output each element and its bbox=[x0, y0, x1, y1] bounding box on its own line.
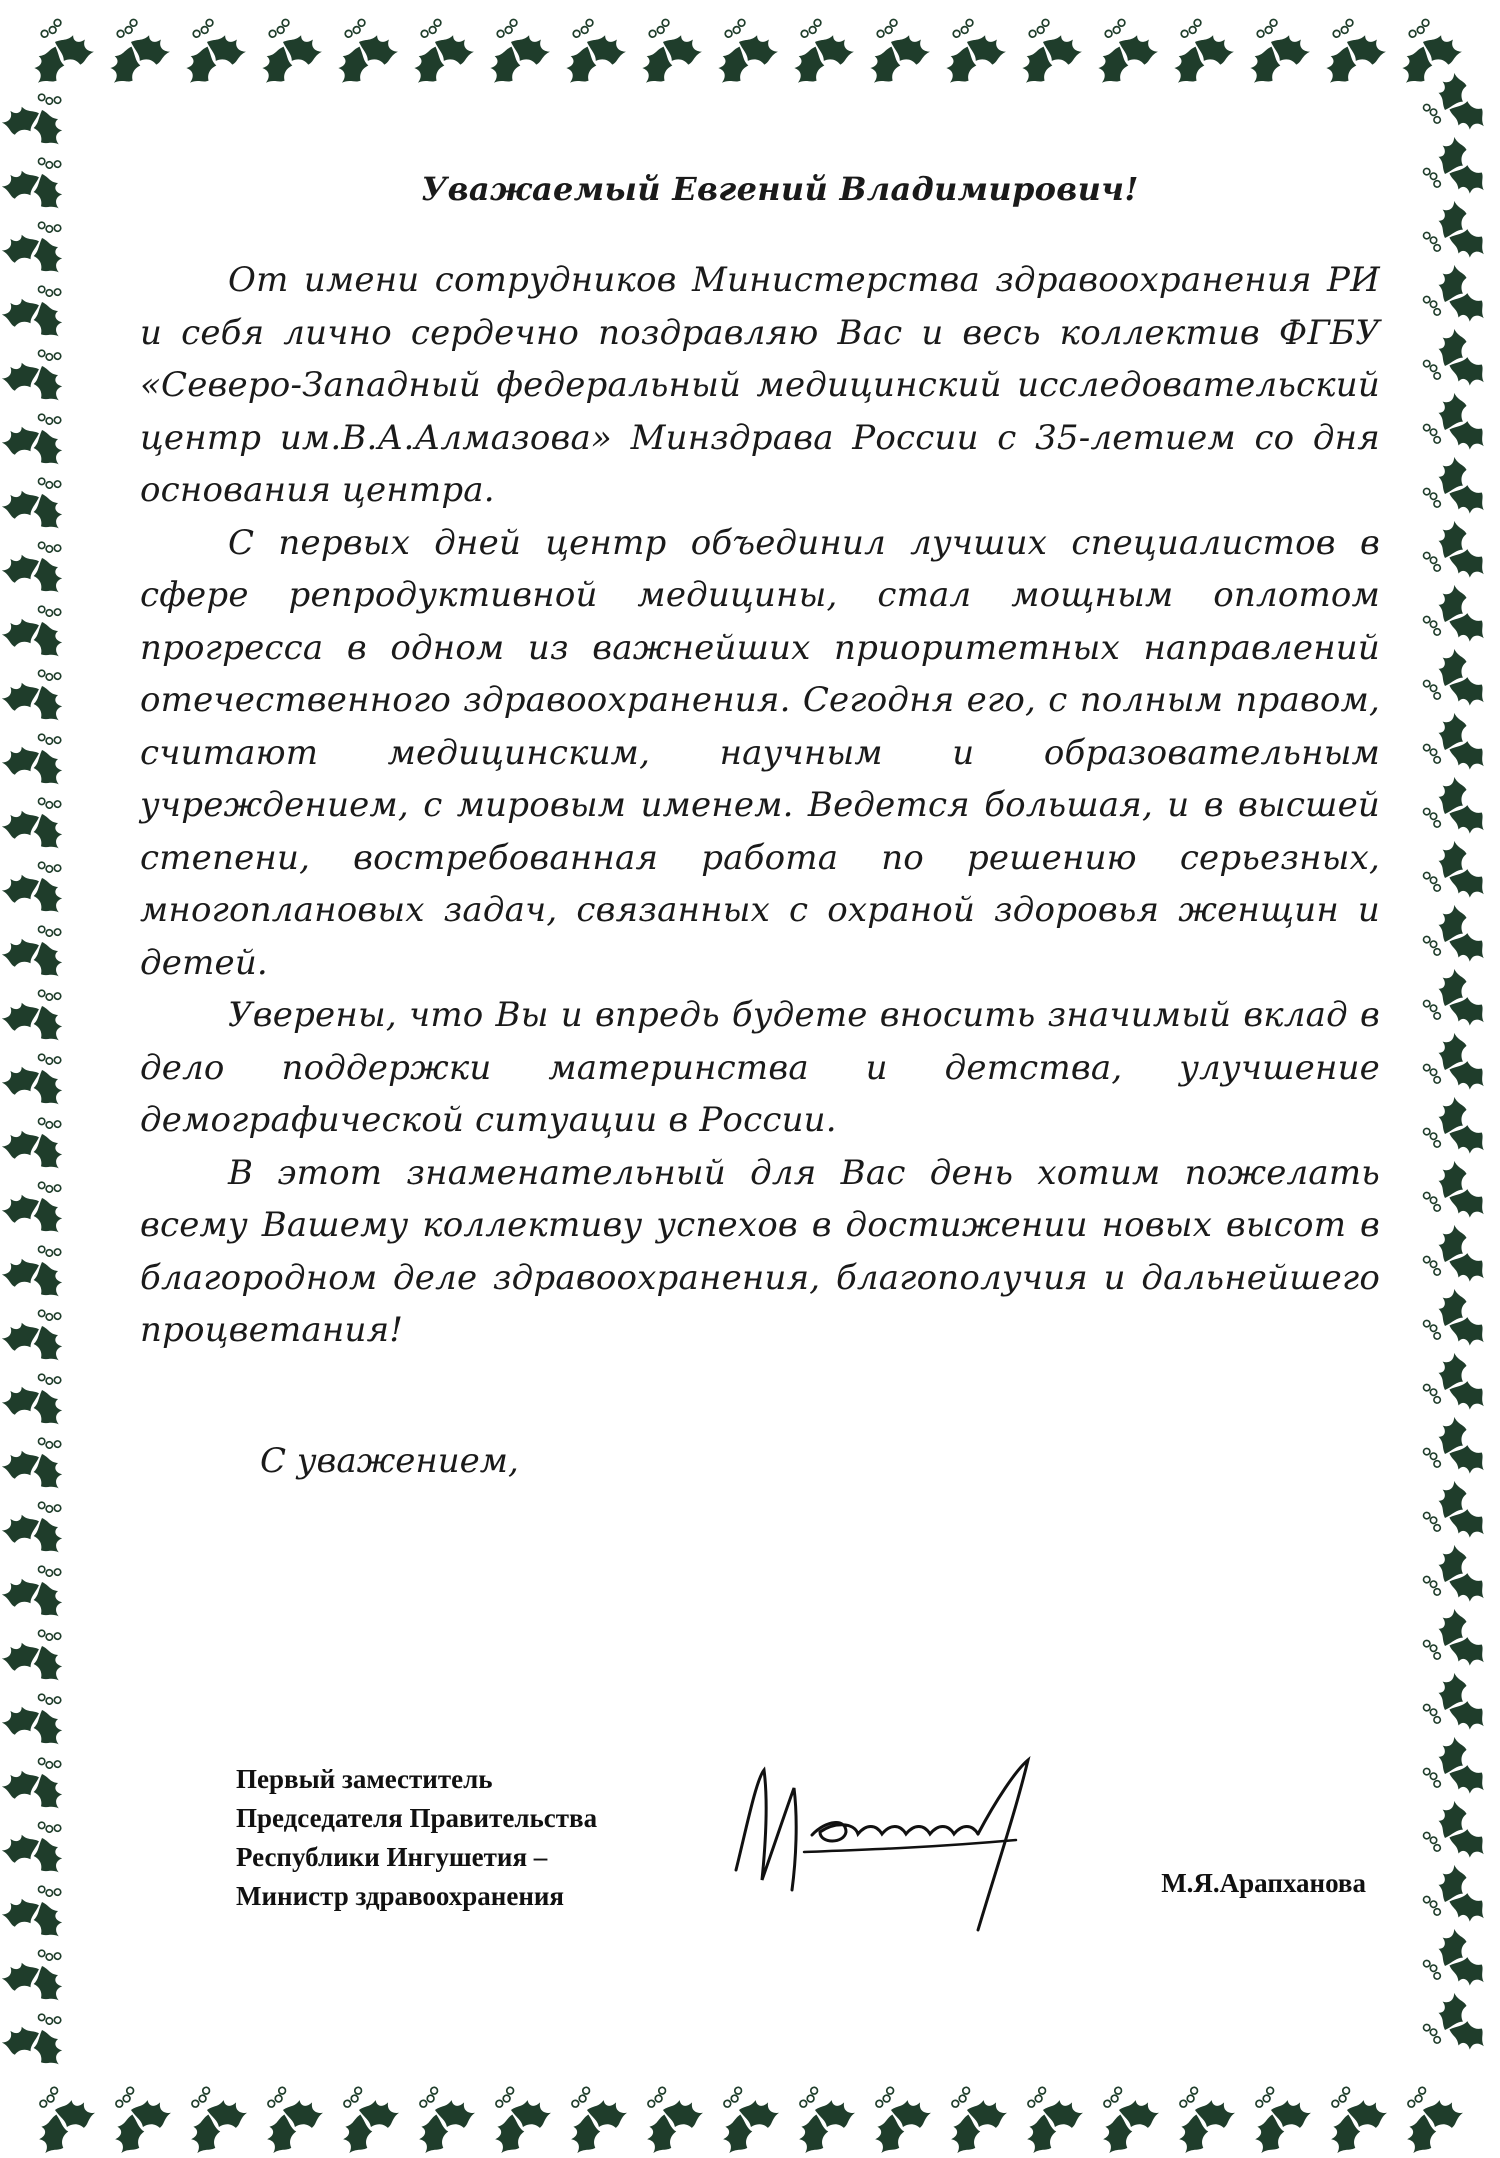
holly-sprig-icon bbox=[405, 16, 480, 97]
holly-sprig-icon bbox=[0, 1496, 75, 1568]
holly-sprig-icon bbox=[253, 16, 328, 97]
holly-sprig-icon bbox=[1013, 16, 1088, 97]
holly-sprig-icon bbox=[716, 2085, 783, 2158]
holly-sprig-icon bbox=[1420, 131, 1498, 203]
holly-sprig-icon bbox=[488, 2085, 555, 2158]
holly-sprig-icon bbox=[0, 2008, 75, 2080]
holly-sprig-icon bbox=[0, 1624, 75, 1696]
holly-sprig-icon bbox=[1420, 1219, 1498, 1291]
holly-sprig-icon bbox=[1324, 2085, 1391, 2158]
holly-sprig-icon bbox=[0, 984, 75, 1056]
signatory-name: М.Я.Арапханова bbox=[1161, 1868, 1366, 1898]
signatory-title-line: Первый заместитель bbox=[236, 1764, 493, 1794]
holly-sprig-icon bbox=[0, 344, 75, 416]
holly-sprig-icon bbox=[1172, 2085, 1239, 2158]
holly-sprig-icon bbox=[0, 1048, 75, 1120]
holly-sprig-icon bbox=[1420, 1667, 1498, 1739]
holly-sprig-icon bbox=[1096, 2085, 1163, 2158]
signatory-title-line: Председателя Правительства bbox=[236, 1803, 598, 1833]
holly-border-bottom bbox=[32, 2085, 1467, 2158]
paragraph-congratulations: От имени сотрудников Министерства здравоохранения РИ и себя лично сердечно поздравляю Вас и весь коллектив ФГБУ «Северо-Западный федеральный медицинский исследовательский центр им.В.А.Алмазова» Минздрава России с 35-летием со дня основания центра. bbox=[140, 260, 1380, 510]
holly-sprig-icon bbox=[564, 2085, 631, 2158]
holly-sprig-icon bbox=[1420, 1731, 1498, 1803]
holly-sprig-icon bbox=[557, 16, 632, 97]
holly-border-right bbox=[1420, 67, 1498, 2059]
letter-content bbox=[140, 170, 1380, 1481]
holly-sprig-icon bbox=[336, 2085, 403, 2158]
paragraph-contribution: Уверены, что Вы и впредь будете вносить значимый вклад в дело поддержки материнства и детства, улучшение демографической ситуации в России. bbox=[140, 995, 1380, 1140]
holly-sprig-icon bbox=[0, 1304, 75, 1376]
holly-sprig-icon bbox=[1420, 67, 1498, 139]
holly-sprig-icon bbox=[481, 16, 556, 97]
holly-sprig-icon bbox=[1420, 451, 1498, 523]
holly-sprig-icon bbox=[412, 2085, 479, 2158]
holly-sprig-icon bbox=[0, 1816, 75, 1888]
holly-sprig-icon bbox=[32, 2085, 99, 2158]
holly-sprig-icon bbox=[1420, 515, 1498, 587]
holly-sprig-icon bbox=[177, 16, 252, 97]
holly-sprig-icon bbox=[1420, 323, 1498, 395]
holly-sprig-icon bbox=[1420, 771, 1498, 843]
closing: С уважением, bbox=[260, 1440, 519, 1481]
holly-sprig-icon bbox=[0, 216, 75, 288]
holly-sprig-icon bbox=[1420, 1283, 1498, 1355]
holly-sprig-icon bbox=[0, 1752, 75, 1824]
holly-sprig-icon bbox=[1420, 1027, 1498, 1099]
holly-sprig-icon bbox=[0, 1880, 75, 1952]
holly-sprig-icon bbox=[0, 600, 75, 672]
holly-sprig-icon bbox=[1420, 387, 1498, 459]
holly-sprig-icon bbox=[1420, 963, 1498, 1035]
holly-sprig-icon bbox=[0, 1560, 75, 1632]
holly-sprig-icon bbox=[640, 2085, 707, 2158]
holly-sprig-icon bbox=[1317, 16, 1392, 97]
holly-sprig-icon bbox=[785, 16, 860, 97]
holly-sprig-icon bbox=[1165, 16, 1240, 97]
holly-sprig-icon bbox=[1420, 1155, 1498, 1227]
signatory-title-line: Министр здравоохранения bbox=[236, 1881, 565, 1911]
greeting: Уважаемый Евгений Владимирович! bbox=[421, 170, 1139, 208]
holly-sprig-icon bbox=[1241, 16, 1316, 97]
holly-sprig-icon bbox=[1420, 259, 1498, 331]
holly-sprig-icon bbox=[0, 920, 75, 992]
holly-sprig-icon bbox=[0, 472, 75, 544]
holly-sprig-icon bbox=[0, 408, 75, 480]
holly-sprig-icon bbox=[0, 1368, 75, 1440]
holly-sprig-icon bbox=[1420, 1347, 1498, 1419]
holly-sprig-icon bbox=[709, 16, 784, 97]
holly-sprig-icon bbox=[868, 2085, 935, 2158]
holly-sprig-icon bbox=[0, 1944, 75, 2016]
holly-sprig-icon bbox=[0, 1112, 75, 1184]
holly-sprig-icon bbox=[1420, 1795, 1498, 1867]
holly-sprig-icon bbox=[1420, 707, 1498, 779]
holly-sprig-icon bbox=[1420, 1475, 1498, 1547]
holly-sprig-icon bbox=[0, 1432, 75, 1504]
holly-sprig-icon bbox=[0, 1240, 75, 1312]
paragraph-history: С первых дней центр объединил лучших специалистов в сфере репродуктивной медицины, стал мощным оплотом прогресса в одном из важнейших приоритетных направлений отечественного здравоохранения. Сегодня его, с полным правом, считают медицинским, научным и образовательным учреждением, с мировым именем. Ведется большая, и в высшей степени, востребованная работа по решению серьезных, многоплановых задач, связанных с охраной здоровья женщин и детей. bbox=[140, 522, 1380, 983]
holly-sprig-icon bbox=[1420, 643, 1498, 715]
holly-sprig-icon bbox=[1420, 1091, 1498, 1163]
holly-sprig-icon bbox=[0, 856, 75, 928]
holly-sprig-icon bbox=[937, 16, 1012, 97]
holly-sprig-icon bbox=[1420, 1859, 1498, 1931]
holly-sprig-icon bbox=[944, 2085, 1011, 2158]
holly-sprig-icon bbox=[0, 1688, 75, 1760]
holly-sprig-icon bbox=[1420, 835, 1498, 907]
holly-sprig-icon bbox=[1089, 16, 1164, 97]
holly-sprig-icon bbox=[0, 728, 75, 800]
signature-block bbox=[236, 1760, 1366, 1940]
holly-sprig-icon bbox=[1420, 1603, 1498, 1675]
holly-sprig-icon bbox=[0, 280, 75, 352]
holly-sprig-icon bbox=[329, 16, 404, 97]
paragraph-wishes: В этот знаменательный для Вас день хотим пожелать всему Вашему коллективу успехов в достижении новых высот в благородном деле здравоохранения, благополучия и дальнейшего процветания! bbox=[140, 1152, 1380, 1350]
holly-sprig-icon bbox=[0, 664, 75, 736]
holly-sprig-icon bbox=[1420, 1923, 1498, 1995]
holly-sprig-icon bbox=[1420, 1539, 1498, 1611]
holly-sprig-icon bbox=[184, 2085, 251, 2158]
holly-sprig-icon bbox=[1400, 2085, 1467, 2158]
holly-sprig-icon bbox=[1020, 2085, 1087, 2158]
handwritten-signature bbox=[716, 1740, 1046, 1940]
holly-sprig-icon bbox=[792, 2085, 859, 2158]
holly-sprig-icon bbox=[1420, 579, 1498, 651]
holly-sprig-icon bbox=[0, 536, 75, 608]
holly-sprig-icon bbox=[101, 16, 176, 97]
holly-sprig-icon bbox=[1248, 2085, 1315, 2158]
holly-sprig-icon bbox=[1420, 195, 1498, 267]
holly-sprig-icon bbox=[0, 1176, 75, 1248]
signatory-title-line: Республики Ингушетия – bbox=[236, 1842, 548, 1872]
holly-sprig-icon bbox=[0, 152, 75, 224]
holly-sprig-icon bbox=[861, 16, 936, 97]
holly-sprig-icon bbox=[0, 88, 75, 160]
holly-sprig-icon bbox=[260, 2085, 327, 2158]
holly-sprig-icon bbox=[633, 16, 708, 97]
holly-sprig-icon bbox=[1420, 1987, 1498, 2059]
holly-sprig-icon bbox=[0, 792, 75, 864]
holly-sprig-icon bbox=[1420, 1411, 1498, 1483]
holly-sprig-icon bbox=[25, 16, 100, 97]
holly-sprig-icon bbox=[1420, 899, 1498, 971]
holly-border-left bbox=[0, 88, 75, 2080]
holly-border-top bbox=[25, 16, 1468, 97]
holly-sprig-icon bbox=[108, 2085, 175, 2158]
